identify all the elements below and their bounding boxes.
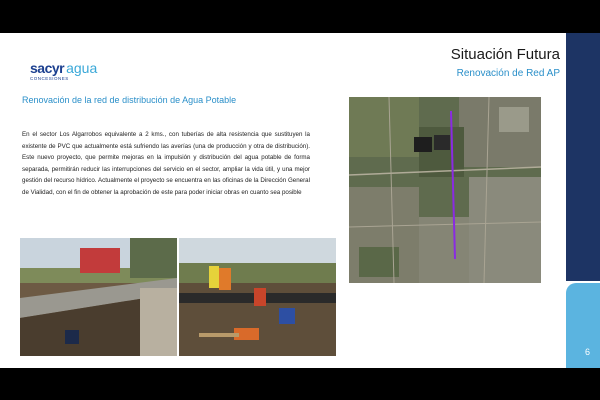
construction-photo-1 [20, 238, 177, 356]
page-number: 6 [584, 347, 590, 357]
logo-brand: sacyr [30, 60, 65, 76]
decorative-bar-light [566, 283, 600, 368]
decorative-bar-navy [566, 33, 600, 281]
slide-subtitle: Renovación de Red AP [456, 68, 560, 79]
aerial-map-image [349, 97, 541, 283]
construction-photo-2 [179, 238, 336, 356]
slide-title: Situación Futura [450, 46, 560, 63]
logo-tagline: CONCESIONES [30, 76, 69, 81]
slide [0, 33, 600, 368]
logo-product: agua [66, 60, 98, 76]
section-heading: Renovación de la red de distribución de Agua Potable [22, 95, 237, 105]
sacyr-agua-logo [30, 60, 120, 82]
section-body: En el sector Los Algarrobos equivalente a 2 kms., con tuberías de alta resistencia que sustituyen la existente de PVC que actualmente está sufriendo las averías (una de producción y otra de distribución). Este nuevo proyecto, que permite mejoras en la impulsión y distribución del agua potable de forma separada, permitirán reducir las interrupciones del servicio en el sector, ampliar la vida útil, y una mejor gestión del recurso hídrico. Actualmente el proyecto se encuentra en las oficinas de la Dirección General de Vialidad, con el fin de obtener la aprobación de este para poder iniciar obras en cuanto sea posible [22, 131, 310, 196]
